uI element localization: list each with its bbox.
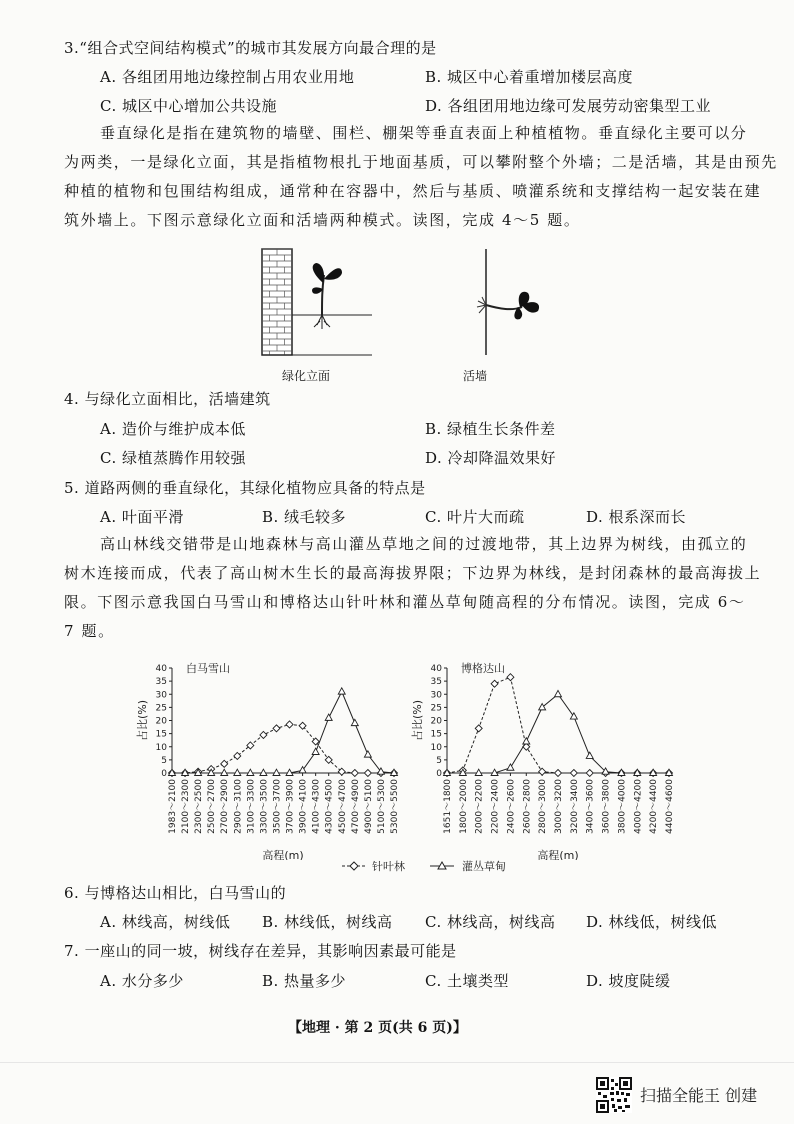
bogda-shrub-point	[539, 704, 546, 710]
bogda-conifer-point	[586, 770, 593, 777]
baima-x-tick-label: 4700～4900	[350, 779, 361, 834]
brick-wall	[262, 249, 292, 355]
scan-divider	[0, 1062, 794, 1063]
chart-bogda-mountain	[405, 650, 685, 860]
q4-stem: 4. 与绿化立面相比，活墙建筑	[64, 390, 271, 408]
bogda-x-tick-label: 3400～3600	[585, 779, 596, 834]
q4-option-a: A. 造价与维护成本低	[100, 420, 246, 438]
facade-plant-icon	[312, 263, 342, 329]
bogda-conifer-point	[570, 770, 577, 777]
bogda-x-tick-label: 2000～2200	[474, 779, 485, 834]
baima-x-tick-label: 1983～2100	[168, 779, 178, 834]
baima-conifer-point	[260, 731, 267, 738]
baima-y-tick-label: 5	[161, 755, 167, 766]
baima-x-tick-label: 2700～2900	[220, 779, 231, 834]
q6-option-b: B. 林线低，树线高	[262, 913, 393, 931]
bogda-y-tick-label: 30	[430, 690, 442, 701]
baima-shrub-point	[234, 769, 241, 775]
q6-stem: 6. 与博格达山相比，白马雪山的	[64, 884, 287, 902]
figure1-left-caption: 绿化立面	[282, 369, 331, 383]
baima-x-tick-label: 4500～4700	[337, 779, 348, 834]
bogda-shrub-point	[523, 738, 530, 744]
qr-code-icon	[596, 1077, 632, 1113]
bogda-y-tick-label: 0	[436, 769, 442, 779]
q3-option-b: B. 城区中心着重增加楼层高度	[425, 68, 634, 86]
baima-y-tick-label: 20	[155, 716, 167, 727]
baima-conifer-point	[286, 721, 293, 728]
baima-y-tick-label: 40	[155, 664, 167, 674]
bogda-shrub-point	[475, 769, 482, 775]
baima-shrub-point	[351, 719, 358, 725]
bogda-x-tick-label: 4200～4400	[649, 779, 660, 834]
baima-shrub-point	[221, 769, 228, 775]
q7-stem: 7. 一座山的同一坡，树线存在差异，其影响因素最可能是	[64, 942, 457, 960]
passage1-line-2: 为两类，一是绿化立面，其是指植物根扎于地面基质，可以攀附整个外墙；二是活墙，其是由预先	[64, 153, 778, 171]
bogda-x-tick-label: 3600～3800	[601, 779, 612, 834]
baima-title: 白马雪山	[186, 662, 230, 675]
bogda-y-tick-label: 35	[430, 677, 442, 688]
passage1-line-3: 种植的植物和包围结构组成，通常种在容器中，然后与基质、喷灌系统和支撑结构一起安装在建	[64, 182, 762, 200]
bogda-conifer-point	[555, 770, 562, 777]
bogda-shrub-point	[555, 690, 562, 696]
baima-x-tick-label: 3700～3900	[285, 779, 296, 834]
bogda-x-tick-label: 3200～3400	[569, 779, 580, 834]
q7-option-d: D. 坡度陡缓	[586, 972, 671, 990]
bogda-title: 博格达山	[461, 662, 505, 675]
q6-option-a: A. 林线高，树线低	[100, 913, 231, 931]
bogda-x-tick-label: 3000～3200	[554, 779, 564, 834]
baima-x-tick-label: 4100～4300	[311, 779, 322, 834]
baima-y-axis-label: 占比(%)	[136, 699, 149, 742]
baima-shrub-point	[325, 714, 332, 720]
q7-option-c: C. 土壤类型	[425, 972, 509, 990]
baima-conifer-point	[273, 725, 280, 732]
chart-legend	[340, 856, 530, 876]
passage1-line-4: 筑外墙上。下图示意绿化立面和活墙两种模式。读图，完成 4～5 题。	[64, 211, 581, 229]
q6-option-c: C. 林线高，树线高	[425, 913, 556, 931]
baima-x-tick-label: 3500～3700	[272, 779, 283, 834]
bogda-shrub-point	[507, 764, 514, 770]
baima-y-tick-label: 25	[155, 703, 167, 714]
legend-shrub-marker	[430, 862, 454, 869]
q7-option-a: A. 水分多少	[100, 972, 184, 990]
baima-conifer-point	[364, 770, 371, 777]
q7-option-b: B. 热量多少	[262, 972, 347, 990]
bogda-x-tick-label: 4400～4600	[665, 779, 675, 834]
bogda-shrub-point	[586, 752, 593, 758]
bogda-x-tick-label: 3800～4000	[617, 779, 628, 834]
vertical-greening-figure	[250, 245, 550, 365]
baima-x-tick-label: 5300～5500	[390, 779, 400, 834]
baima-y-tick-label: 0	[161, 769, 167, 779]
baima-shrub-point	[260, 769, 267, 775]
q3-option-c: C. 城区中心增加公共设施	[100, 97, 277, 115]
legend-conifer-label: 针叶林	[372, 860, 405, 873]
passage1-line-1: 垂直绿化是指在建筑物的墙壁、围栏、棚架等垂直表面上种植植物。垂直绿化主要可以分	[100, 124, 748, 142]
baima-y-tick-label: 30	[155, 690, 167, 701]
bogda-y-axis-label: 占比(%)	[411, 699, 424, 742]
bogda-y-tick-label: 40	[430, 664, 442, 674]
passage2-line-4: 7 题。	[64, 622, 115, 640]
baima-x-tick-label: 3100～3300	[246, 779, 257, 834]
bogda-x-tick-label: 1651～1800	[443, 779, 453, 834]
bogda-x-tick-label: 2400～2600	[506, 779, 517, 834]
passage2-line-3: 限。下图示意我国白马雪山和博格达山针叶林和灌丛草甸随高程的分布情况。读图，完成 6～	[64, 593, 746, 611]
q5-stem: 5. 道路两侧的垂直绿化，其绿化植物应具备的特点是	[64, 479, 426, 497]
bogda-x-axis-label: 高程(m)	[537, 849, 579, 860]
baima-conifer-point	[221, 760, 228, 767]
figure1-right-caption: 活墙	[463, 369, 488, 383]
baima-conifer-line	[172, 724, 394, 773]
q6-option-d: D. 林线低，树线低	[586, 913, 718, 931]
baima-x-tick-label: 2900～3100	[233, 779, 244, 834]
baima-shrub-point	[364, 751, 371, 757]
baima-y-tick-label: 35	[155, 677, 167, 688]
baima-shrub-point	[247, 769, 254, 775]
baima-x-axis-label: 高程(m)	[262, 849, 304, 860]
baima-x-tick-label: 4300～4500	[324, 779, 335, 834]
q4-option-b: B. 绿植生长条件差	[425, 420, 556, 438]
q5-option-c: C. 叶片大而疏	[425, 508, 525, 526]
baima-x-tick-label: 2100～2300	[181, 779, 192, 834]
q4-option-d: D. 冷却降温效果好	[425, 449, 557, 467]
baima-x-tick-label: 2500～2700	[207, 779, 218, 834]
bogda-x-tick-label: 1800～2000	[458, 779, 469, 834]
bogda-x-tick-label: 2200～2400	[490, 779, 501, 834]
q5-option-a: A. 叶面平滑	[100, 508, 184, 526]
baima-shrub-line	[172, 692, 394, 773]
baima-y-tick-label: 10	[155, 742, 167, 753]
chart-baima-snow-mountain	[130, 650, 410, 860]
q3-option-d: D. 各组团用地边缘可发展劳动密集型工业	[425, 97, 712, 115]
bogda-x-tick-label: 2600～2800	[522, 779, 533, 834]
legend-shrub-label: 灌丛草甸	[462, 860, 506, 873]
passage2-line-2: 树木连接而成，代表了高山树木生长的最高海拔界限；下边界为林线，是封闭森林的最高海拔上	[64, 564, 762, 582]
baima-shrub-point	[312, 748, 319, 754]
baima-shrub-point	[338, 688, 345, 694]
baima-x-tick-label: 4900～5100	[363, 779, 374, 834]
baima-x-tick-label: 3900～4100	[298, 779, 309, 834]
passage2-line-1: 高山林线交错带是山地森林与高山灌丛草地之间的过渡地带，其上边界为树线，由孤立的	[100, 535, 748, 553]
baima-conifer-point	[351, 770, 358, 777]
bogda-conifer-point	[507, 674, 514, 681]
bogda-shrub-line	[447, 694, 669, 773]
bogda-conifer-point	[491, 680, 498, 687]
q3-option-a: A. 各组团用地边缘控制占用农业用地	[100, 68, 355, 86]
q3-stem: 3.“组合式空间结构模式”的城市其发展方向最合理的是	[64, 39, 437, 57]
page-footer: 【地理 · 第 2 页(共 6 页)】	[288, 1020, 467, 1036]
scanner-watermark-label: 扫描全能王 创建	[640, 1086, 758, 1105]
bogda-conifer-point	[539, 768, 546, 775]
q4-option-c: C. 绿植蒸腾作用较强	[100, 449, 246, 467]
bogda-x-tick-label: 2800～3000	[538, 779, 549, 834]
bogda-y-tick-label: 15	[430, 729, 442, 740]
legend-conifer-marker	[342, 862, 366, 870]
bogda-x-tick-label: 4000～4200	[633, 779, 644, 834]
baima-x-tick-label: 3300～3500	[259, 779, 270, 834]
bogda-conifer-point	[475, 725, 482, 732]
bogda-y-tick-label: 5	[436, 755, 442, 766]
bogda-y-tick-label: 25	[430, 703, 442, 714]
baima-x-tick-label: 5100～5300	[376, 779, 387, 834]
q5-option-b: B. 绒毛较多	[262, 508, 347, 526]
q5-option-d: D. 根系深而长	[586, 508, 687, 526]
baima-shrub-point	[273, 769, 280, 775]
baima-x-tick-label: 2300～2500	[194, 779, 205, 834]
bogda-y-tick-label: 20	[430, 716, 442, 727]
baima-y-tick-label: 15	[155, 729, 167, 740]
bogda-y-tick-label: 10	[430, 742, 442, 753]
